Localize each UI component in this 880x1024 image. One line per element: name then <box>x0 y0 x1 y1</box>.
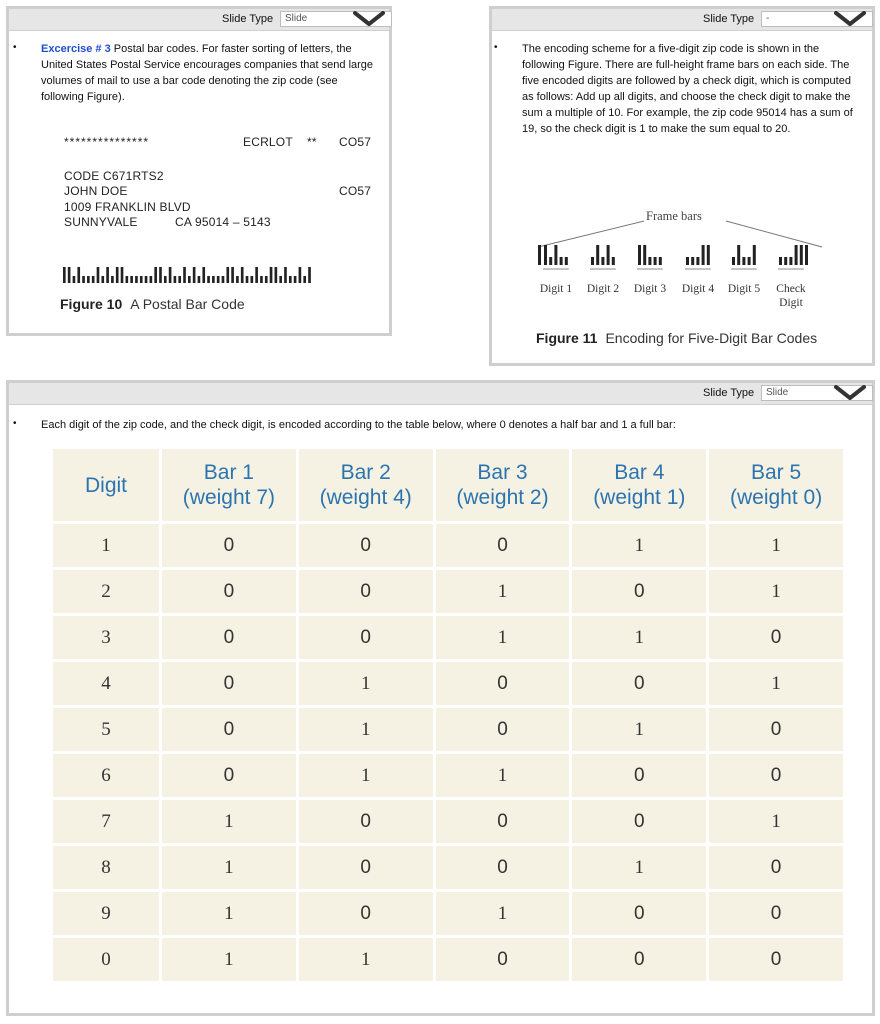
table-cell: 4 <box>53 662 159 705</box>
frame-bars-bracket <box>536 215 836 249</box>
full-bar <box>202 267 205 283</box>
address-line-name-right: CO57 <box>339 184 372 198</box>
table-cell: 0 <box>709 938 843 981</box>
column-header-5: Bar 5 (weight 0) <box>709 449 843 521</box>
figure-11-number: Figure 11 <box>536 330 598 346</box>
half-bar <box>748 257 751 265</box>
table-cell: 1 <box>572 708 706 751</box>
table-cell: 0 <box>709 754 843 797</box>
figure-10-title: A Postal Bar Code <box>130 296 245 312</box>
table-row <box>53 846 843 889</box>
table-cell: 0 <box>709 616 843 659</box>
table-cell: 1 <box>162 892 296 935</box>
table-cell: 0 <box>162 616 296 659</box>
table-cell: 0 <box>709 892 843 935</box>
address-line-code: CODE C671RTS2 <box>64 169 164 183</box>
full-bar <box>707 245 710 265</box>
table-cell: 1 <box>53 524 159 567</box>
full-bar <box>308 267 311 283</box>
full-bar <box>97 267 100 283</box>
half-bar <box>279 276 282 283</box>
table-cell: 0 <box>436 846 570 889</box>
figure-11-caption <box>536 330 817 346</box>
half-bar <box>126 276 129 283</box>
half-bar <box>87 276 90 283</box>
digit-label: Digit 5 <box>727 283 761 295</box>
address-ecrlot: ECRLOT <box>243 135 293 149</box>
full-bar <box>275 267 278 283</box>
exercise-text: Postal bar codes. For faster sorting of letters, the United States Postal Service encourages companies that send large volumes of mail to use a bar code denoting the zip code (see following Figure). <box>41 43 374 103</box>
table-row <box>53 892 843 935</box>
half-bar <box>188 276 191 283</box>
table-header-row <box>53 449 843 521</box>
table-intro-paragraph: Each digit of the zip code, and the check digit, is encoded according to the table below, where 0 denotes a half bar and 1 a full bar: <box>41 419 676 431</box>
slide-type-value: Slide <box>766 387 789 398</box>
full-bar <box>106 267 109 283</box>
full-bar <box>63 267 66 283</box>
half-bar <box>82 276 85 283</box>
table-cell: 3 <box>53 616 159 659</box>
table-cell: 0 <box>572 570 706 613</box>
full-bar <box>538 245 541 265</box>
full-bar <box>169 267 172 283</box>
figure-10-caption <box>60 296 245 312</box>
slide-panel-header <box>9 9 389 31</box>
half-bar <box>696 257 699 265</box>
table-cell: 7 <box>53 800 159 843</box>
slide-type-value: - <box>766 13 770 24</box>
chevron-down-icon <box>834 385 866 401</box>
table-cell: 0 <box>709 846 843 889</box>
table-cell: 1 <box>299 938 433 981</box>
table-cell: 0 <box>299 524 433 567</box>
chevron-down-icon <box>353 11 385 27</box>
half-bar <box>150 276 153 283</box>
full-bar <box>702 245 705 265</box>
table-cell: 0 <box>299 570 433 613</box>
table-row <box>53 938 843 981</box>
table-cell: 1 <box>709 800 843 843</box>
half-bar <box>265 276 268 283</box>
full-bar <box>554 245 557 265</box>
half-bar <box>140 276 143 283</box>
address-line-city: SUNNYVALE <box>64 215 138 229</box>
full-bar <box>159 267 162 283</box>
half-bar <box>779 257 782 265</box>
figure-10-number: Figure 10 <box>60 296 123 312</box>
column-header-4: Bar 4 (weight 1) <box>572 449 706 521</box>
slide-type-value: Slide <box>285 13 308 24</box>
table-cell: 0 <box>436 938 570 981</box>
full-bar <box>737 245 740 265</box>
table-cell: 1 <box>436 754 570 797</box>
full-bar <box>805 245 808 265</box>
table-cell: 0 <box>572 754 706 797</box>
full-bar <box>154 267 157 283</box>
table-cell: 0 <box>299 800 433 843</box>
half-bar <box>178 276 181 283</box>
half-bar <box>601 257 604 265</box>
half-bar <box>659 257 662 265</box>
table-cell: 0 <box>162 662 296 705</box>
half-bar <box>135 276 138 283</box>
table-cell: 0 <box>299 616 433 659</box>
half-bar <box>303 276 306 283</box>
table-cell: 1 <box>162 938 296 981</box>
exercise-paragraph <box>41 41 383 105</box>
full-bar <box>596 245 599 265</box>
table-cell: 0 <box>299 892 433 935</box>
full-bar <box>255 267 258 283</box>
half-bar <box>236 276 239 283</box>
full-bar <box>544 245 547 265</box>
half-bar <box>612 257 615 265</box>
digit-encoding-barcode <box>538 245 838 271</box>
bullet-icon: • <box>13 418 17 429</box>
full-bar <box>116 267 119 283</box>
table-cell: 1 <box>709 570 843 613</box>
half-bar <box>92 276 95 283</box>
full-bar <box>800 245 803 265</box>
table-cell: 1 <box>299 708 433 751</box>
half-bar <box>686 257 689 265</box>
table-cell: 0 <box>436 524 570 567</box>
full-bar <box>284 267 287 283</box>
table-cell: 0 <box>436 708 570 751</box>
table-cell: 2 <box>53 570 159 613</box>
full-bar <box>638 245 641 265</box>
table-cell: 1 <box>572 846 706 889</box>
address-stars: *************** <box>64 135 150 149</box>
half-bar <box>111 276 114 283</box>
half-bar <box>654 257 657 265</box>
half-bar <box>784 257 787 265</box>
figure-11-title: Encoding for Five-Digit Bar Codes <box>605 330 818 346</box>
full-bar <box>753 245 756 265</box>
half-bar <box>145 276 148 283</box>
chevron-down-icon <box>834 11 866 27</box>
frame-bars-label: Frame bars <box>646 209 702 223</box>
table-cell: 1 <box>709 662 843 705</box>
table-cell: 1 <box>709 524 843 567</box>
digit-label: Digit 2 <box>586 283 620 295</box>
full-bar <box>299 267 302 283</box>
digit-label: Check Digit <box>776 283 806 309</box>
bullet-icon: • <box>13 42 17 53</box>
digit-label: Digit 4 <box>681 283 715 295</box>
slide-panel-encoding-scheme <box>489 6 875 366</box>
table-cell: 0 <box>53 938 159 981</box>
table-cell: 1 <box>299 754 433 797</box>
table-row <box>53 800 843 843</box>
half-bar <box>294 276 297 283</box>
table-row <box>53 616 843 659</box>
half-bar <box>198 276 201 283</box>
slide-type-select[interactable] <box>761 385 873 401</box>
table-cell: 0 <box>162 754 296 797</box>
full-bar <box>193 267 196 283</box>
half-bar <box>212 276 215 283</box>
full-bar <box>241 267 244 283</box>
digit-encoding-table <box>50 446 846 984</box>
full-bar <box>183 267 186 283</box>
half-bar <box>101 276 104 283</box>
half-bar <box>217 276 220 283</box>
table-cell: 0 <box>162 570 296 613</box>
table-cell: 0 <box>436 662 570 705</box>
half-bar <box>560 257 563 265</box>
table-row <box>53 708 843 751</box>
bullet-icon: • <box>494 42 498 53</box>
slide-type-select[interactable] <box>761 11 873 27</box>
half-bar <box>73 276 76 283</box>
half-bar <box>648 257 651 265</box>
full-bar <box>795 245 798 265</box>
digit-label: Digit 3 <box>633 283 667 295</box>
half-bar <box>164 276 167 283</box>
table-cell: 1 <box>572 524 706 567</box>
slide-type-label: Slide Type <box>222 13 274 25</box>
full-bar <box>643 245 646 265</box>
slide-type-label: Slide Type <box>703 387 755 399</box>
table-cell: 1 <box>162 846 296 889</box>
full-bar <box>68 267 71 283</box>
table-cell: 1 <box>436 616 570 659</box>
table-cell: 0 <box>436 800 570 843</box>
full-bar <box>607 245 610 265</box>
postal-barcode-image <box>63 267 313 283</box>
table-cell: 1 <box>162 800 296 843</box>
table-cell: 6 <box>53 754 159 797</box>
address-code-right: CO57 <box>339 135 372 149</box>
half-bar <box>251 276 254 283</box>
column-header-3: Bar 3 (weight 2) <box>436 449 570 521</box>
table-cell: 9 <box>53 892 159 935</box>
column-header-1: Bar 1 (weight 7) <box>162 449 296 521</box>
half-bar <box>222 276 225 283</box>
half-bar <box>789 257 792 265</box>
half-bar <box>260 276 263 283</box>
table-row <box>53 754 843 797</box>
table-cell: 0 <box>572 892 706 935</box>
full-bar <box>121 267 124 283</box>
table-row <box>53 524 843 567</box>
full-bar <box>226 267 229 283</box>
half-bar <box>289 276 292 283</box>
table-cell: 0 <box>572 938 706 981</box>
table-row <box>53 570 843 613</box>
half-bar <box>549 257 552 265</box>
column-header-0: Digit <box>53 449 159 521</box>
full-bar <box>270 267 273 283</box>
slide-panel-header <box>9 383 872 405</box>
table-cell: 1 <box>436 570 570 613</box>
half-bar <box>207 276 210 283</box>
table-cell: 0 <box>709 708 843 751</box>
address-stars-short: ** <box>307 135 317 149</box>
table-body <box>53 524 843 981</box>
full-bar <box>231 267 234 283</box>
address-line-state-zip: CA 95014 – 5143 <box>175 215 271 229</box>
table-cell: 0 <box>162 708 296 751</box>
table-cell: 1 <box>436 892 570 935</box>
table-cell: 1 <box>572 616 706 659</box>
half-bar <box>174 276 177 283</box>
address-line-street: 1009 FRANKLIN BLVD <box>64 200 191 214</box>
half-bar <box>130 276 133 283</box>
half-bar <box>246 276 249 283</box>
half-bar <box>591 257 594 265</box>
half-bar <box>732 257 735 265</box>
table-cell: 0 <box>572 800 706 843</box>
half-bar <box>742 257 745 265</box>
slide-type-select[interactable] <box>280 11 392 27</box>
exercise-label: Excercise # 3 <box>41 43 111 55</box>
table-row <box>53 662 843 705</box>
digit-label: Digit 1 <box>539 283 573 295</box>
table-cell: 5 <box>53 708 159 751</box>
half-bar <box>565 257 568 265</box>
address-line-name: JOHN DOE <box>64 184 128 198</box>
table-cell: 0 <box>162 524 296 567</box>
full-bar <box>77 267 80 283</box>
encoding-paragraph: The encoding scheme for a five-digit zip code is shown in the following Figure. There are full-height frame bars on each side. The five encoded digits are followed by a check digit, which is computed as follows: Add up all digits, and choose the check digit to make the sum a multiple of 10. For example, the zip code 95014 has a sum of 19, so the check digit is 1 to make the sum equal to 20. <box>522 43 853 135</box>
half-bar <box>691 257 694 265</box>
slide-type-label: Slide Type <box>703 13 755 25</box>
table-cell: 0 <box>299 846 433 889</box>
table-cell: 0 <box>572 662 706 705</box>
table-cell: 8 <box>53 846 159 889</box>
slide-panel-header <box>492 9 872 31</box>
table-cell: 1 <box>299 662 433 705</box>
slide-panel-postal-barcode <box>6 6 392 336</box>
column-header-2: Bar 2 (weight 4) <box>299 449 433 521</box>
